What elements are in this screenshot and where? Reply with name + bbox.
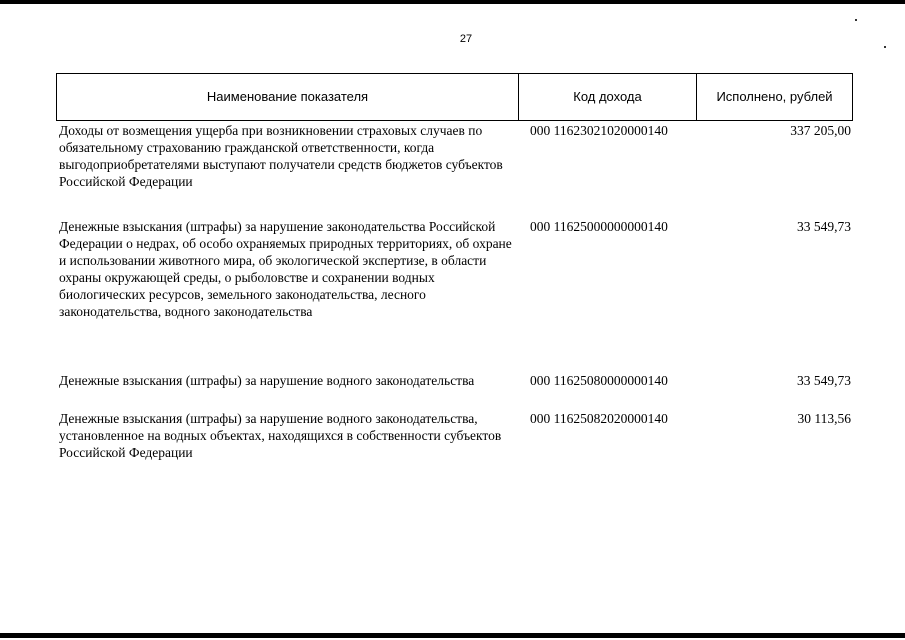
row-name: Денежные взыскания (штрафы) за нарушение законодательства Российской Федерации о недрах, об особо охраняемых природных территориях, об охране и использовании животного мира, об экологической экспертизе, в области охраны окружающей среды, о рыболовстве и сохранении водных биологических ресурсов, земельного законодательства, лесного законодательства, водного законодательства bbox=[59, 219, 512, 319]
row-name: Денежные взыскания (штрафы) за нарушение водного законодательства bbox=[59, 373, 475, 388]
row-name: Доходы от возмещения ущерба при возникновении страховых случаев по обязательному страхованию гражданской ответственности, когда выгодоприобретателями выступают получатели средств бюджетов субъектов Российской Федерации bbox=[59, 123, 503, 189]
row-code: 000 11623021020000140 bbox=[530, 123, 668, 138]
row-amount: 33 549,73 bbox=[797, 373, 851, 388]
row-code: 000 11625000000000140 bbox=[530, 219, 668, 234]
scan-speck bbox=[855, 19, 857, 21]
row-code: 000 11625080000000140 bbox=[530, 373, 668, 388]
header-amount: Исполнено, рублей bbox=[716, 89, 833, 104]
row-amount: 337 205,00 bbox=[790, 123, 851, 138]
row-amount: 33 549,73 bbox=[797, 219, 851, 234]
row-amount: 30 113,56 bbox=[797, 411, 851, 426]
scan-speck bbox=[884, 46, 886, 48]
scan-border-top bbox=[0, 0, 905, 4]
page-number: 27 bbox=[459, 33, 473, 45]
table-header bbox=[56, 73, 853, 121]
row-name: Денежные взыскания (штрафы) за нарушение водного законодательства, установленное на водных объектах, находящихся в собственности субъектов Российской Федерации bbox=[59, 411, 502, 460]
row-code: 000 11625082020000140 bbox=[530, 411, 668, 426]
header-code: Код дохода bbox=[573, 89, 642, 104]
header-name: Наименование показателя bbox=[206, 89, 369, 104]
scan-border-bottom bbox=[0, 633, 905, 638]
